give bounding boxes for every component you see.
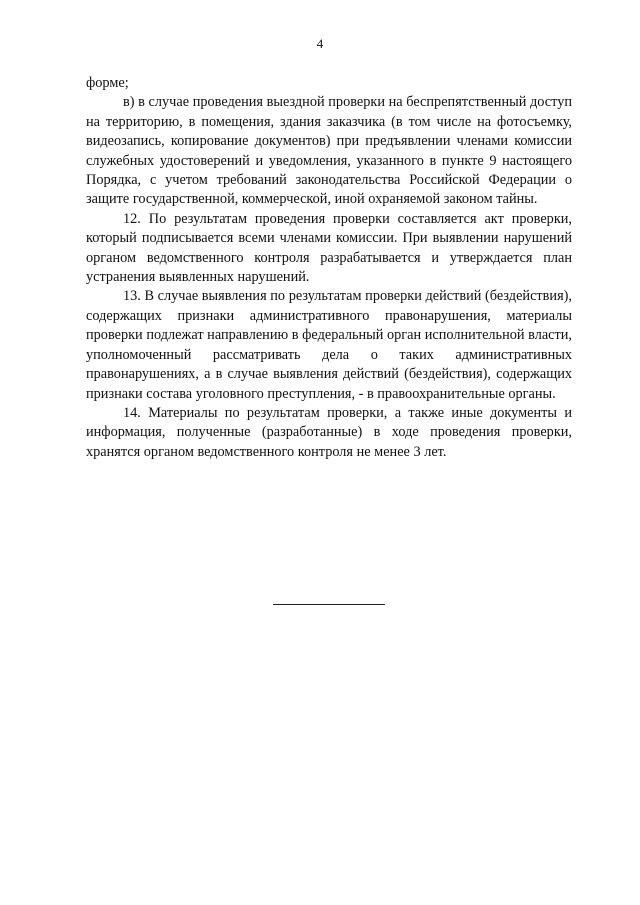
paragraph-item-v: в) в случае проведения выездной проверки на беспрепятственный доступ на территорию, в помещения, здания заказчика (в том числе на фотосъемку, видеозапись, копирование документов) при предъявлении членами комиссии служебных удостоверений и уведомления, указанного в пункте 9 настоящего Порядка, с учетом требований законодательства Российской Федерации о защите государственной, коммерческой, иной охраняемой законом тайны.: [86, 94, 572, 208]
paragraph-13: 13. В случае выявления по результатам проверки действий (бездействия), содержащих признаки административного правонарушения, материалы проверки подлежат направлению в федеральный орган исполнительной власти, уполномоченный рассматривать дела о таких административных правонарушениях, а в случае выявления действий (бездействия), содержащих признаки состава уголовного преступления, - в правоохранительные органы.: [86, 288, 572, 402]
paragraph-continuation: форме;: [86, 75, 129, 91]
paragraph-14: 14. Материалы по результатам проверки, а также иные документы и информация, полученные (разработанные) в ходе проведения проверки, хранятся органом ведомственного контроля не менее 3 лет.: [86, 404, 572, 460]
paragraph-12: 12. По результатам проведения проверки составляется акт проверки, который подписывается всеми членами комиссии. При выявлении нарушений органом ведомственного контроля разрабатывается и утверждается план устранения выявленных нарушений.: [86, 210, 572, 286]
document-body: [86, 74, 572, 462]
page-number: 4: [316, 36, 324, 51]
end-of-document-rule: [273, 604, 385, 605]
